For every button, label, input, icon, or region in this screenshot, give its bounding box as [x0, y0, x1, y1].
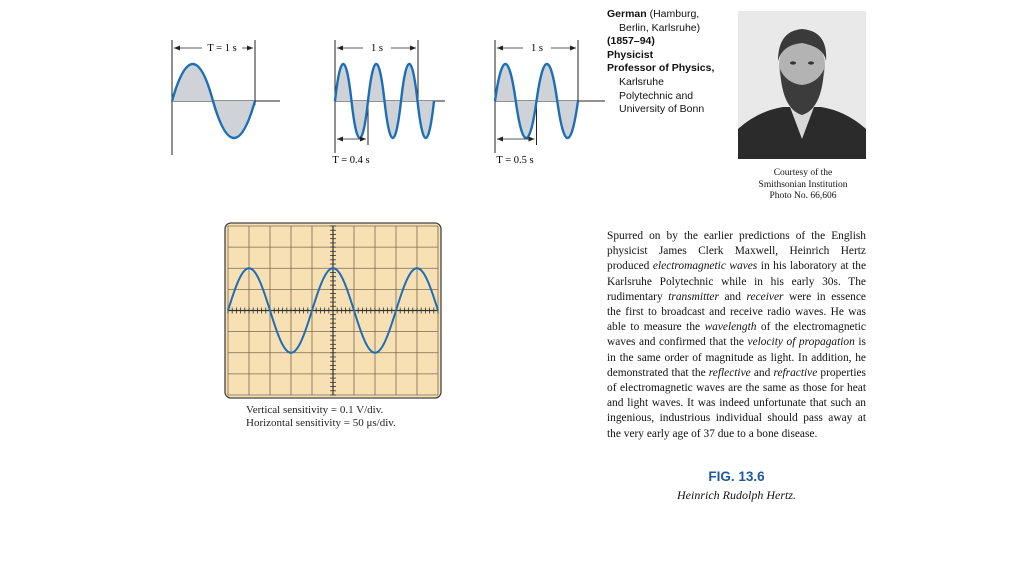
waveform-period-0.4s — [325, 35, 455, 170]
credit-line: Photo No. 66,606 — [769, 191, 837, 201]
period-label: 1 s — [371, 43, 383, 54]
cities: (Hamburg, — [646, 8, 700, 20]
vertical-sensitivity: Vertical sensitivity = 0.1 V/div. — [246, 404, 384, 416]
nationality: German — [607, 8, 647, 20]
figure-caption: Heinrich Rudolph Hertz. — [677, 488, 796, 502]
text-run: Spurred on by the earlier predictions of the English physicist James Clerk Maxwell, Heinrich Hertz produced — [607, 230, 866, 273]
institution-line: Polytechnic and — [619, 89, 694, 102]
emphasis: transmitter — [668, 290, 719, 303]
period-label: 1 s — [531, 43, 543, 54]
text-run: were in essence the first to broadcast and receive radio waves. He was able to measure the — [607, 290, 866, 334]
photo-credit — [740, 168, 866, 203]
text-run: and — [718, 290, 747, 303]
oscilloscope-screen — [224, 222, 444, 402]
horizontal-sensitivity: Horizontal sensitivity = 50 μs/div. — [246, 416, 396, 429]
waveform-period-0.5s — [485, 35, 615, 170]
text-run: and — [750, 366, 774, 379]
emphasis: receiver — [746, 290, 784, 303]
bio-summary — [607, 8, 732, 117]
emphasis: velocity of propagation — [747, 336, 855, 349]
figure-number: FIG. 13.6 — [708, 469, 765, 484]
text-run: in his laboratory at the Karlsruhe Polytechnic while in his early 30s. The rudimentary — [607, 260, 867, 303]
credit-line: Smithsonian Institution — [758, 179, 848, 190]
emphasis: wavelength — [704, 321, 757, 334]
waveform-period-1s — [160, 35, 290, 160]
scope-settings — [246, 404, 396, 429]
credit-line: Courtesy of the — [773, 168, 833, 178]
text-run: is in the same order of magnitude as light. In addition, he demonstrated that the — [607, 336, 866, 379]
emphasis: refractive — [773, 366, 818, 379]
wave-fill-positive — [495, 64, 557, 101]
profession: Physicist — [607, 48, 654, 61]
period-label: T = 0.5 s — [496, 155, 534, 166]
emphasis: electromagnetic waves — [652, 260, 758, 273]
text-run: of the electromagnetic waves and confirmed that the — [607, 321, 866, 349]
institution-line: Karlsruhe — [619, 75, 664, 88]
cities-cont: Berlin, Karlsruhe) — [619, 21, 701, 34]
text-run: properties of electromagnetic waves are the same as those for heat and light waves. It was indeed unfortunate that such an ingenious, industrious individual should pass away at the very early age of 37 due to a bone disease. — [607, 366, 866, 440]
emphasis: reflective — [708, 366, 751, 379]
position: Professor of Physics, — [607, 62, 715, 75]
biography-paragraph — [607, 229, 866, 442]
period-label: T = 1 s — [207, 43, 237, 54]
portrait-photo — [738, 11, 866, 159]
period-label: T = 0.4 s — [332, 155, 370, 166]
institution-line: University of Bonn — [619, 103, 705, 116]
wave-fill-negative — [516, 101, 578, 138]
life-years: (1857–94) — [607, 35, 655, 48]
